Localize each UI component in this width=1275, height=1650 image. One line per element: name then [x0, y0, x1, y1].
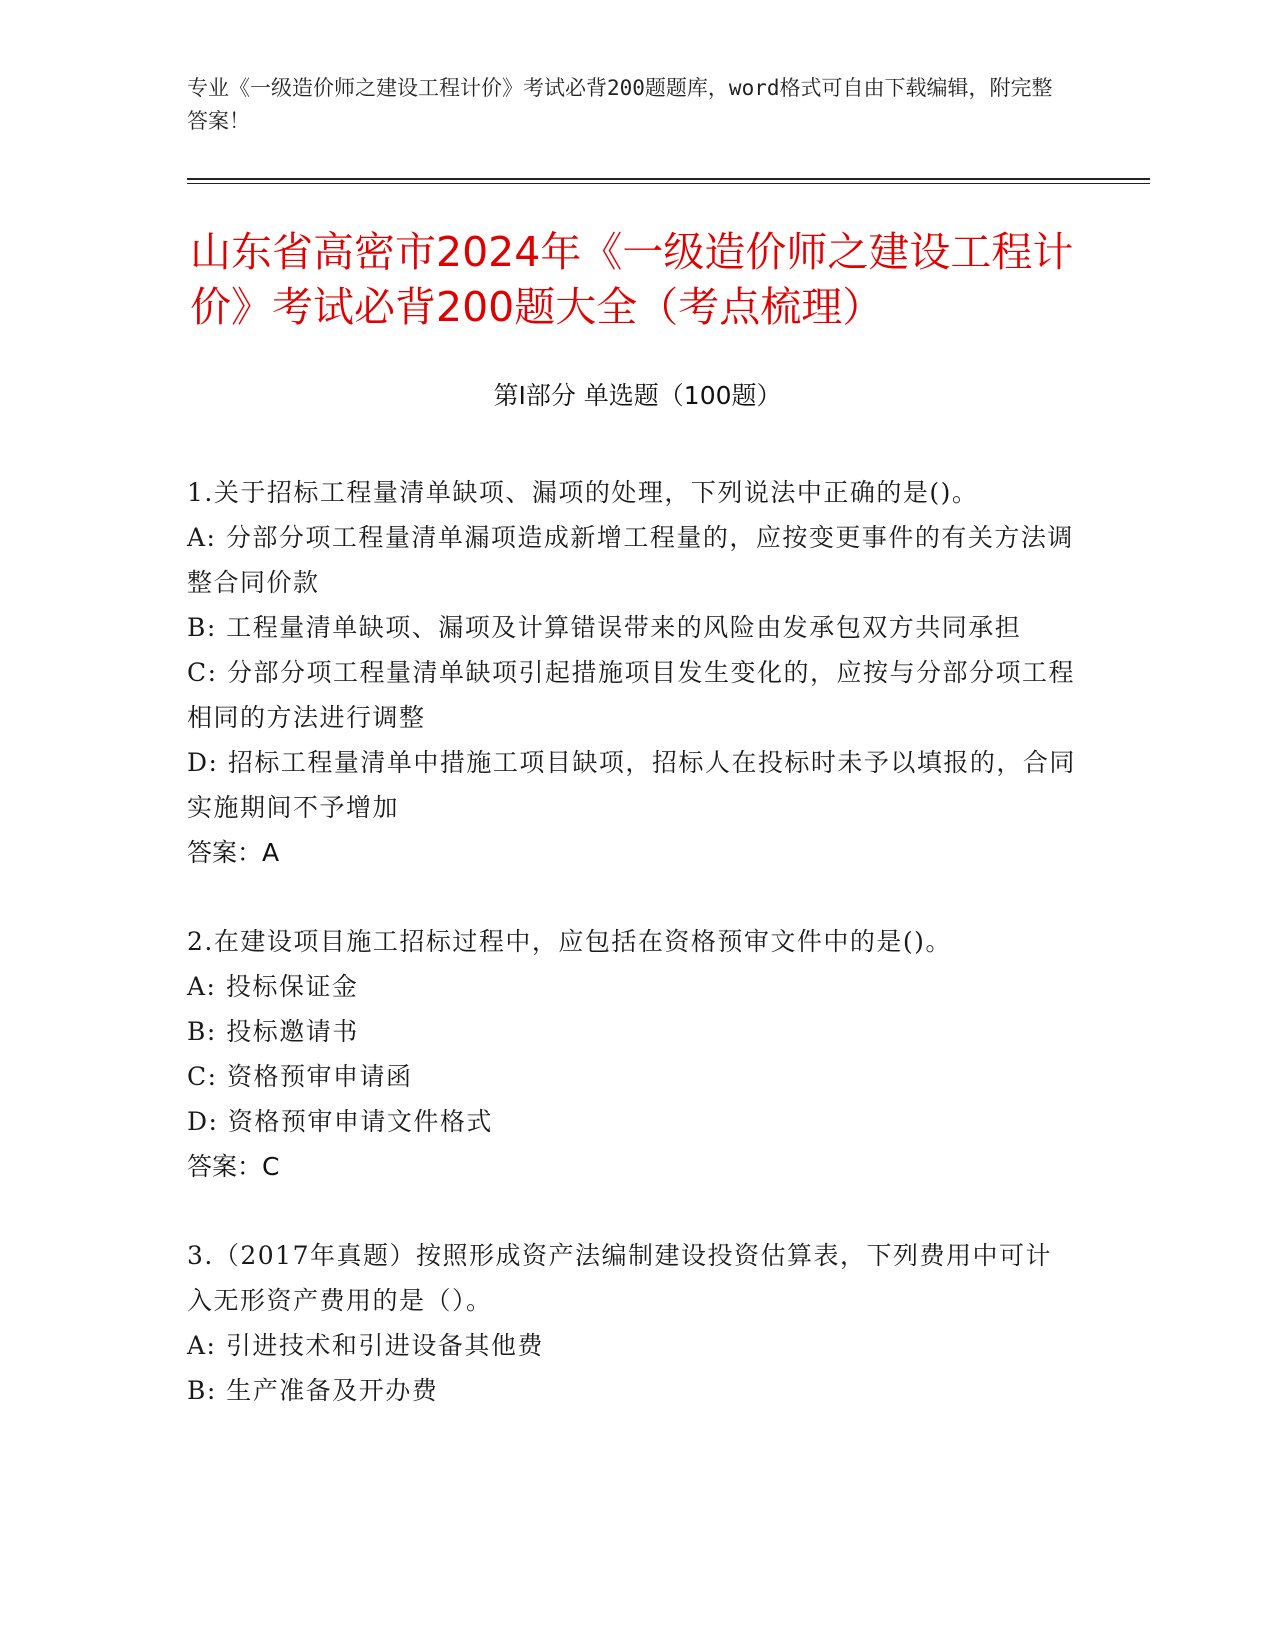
option-a: A: 投标保证金 [187, 972, 359, 1001]
option-d: D: 资格预审申请文件格式 [187, 1107, 493, 1136]
option-b: B: 生产准备及开办费 [187, 1376, 439, 1405]
header-divider-thick [187, 178, 1150, 180]
question-item [187, 1233, 1077, 1413]
question-stem: 1.关于招标工程量清单缺项、漏项的处理，下列说法中正确的是()。 [187, 478, 979, 507]
question-stem: 3.（2017年真题）按照形成资产法编制建设投资估算表，下列费用中可计入无形资产费用的是（）。 [187, 1241, 1052, 1315]
question-item [187, 919, 1077, 1189]
answer-label: 答案：A [187, 838, 280, 867]
option-c: C: 分部分项工程量清单缺项引起措施项目发生变化的，应按与分部分项工程相同的方法进行调整 [187, 658, 1076, 732]
option-a: A: 引进技术和引进设备其他费 [187, 1331, 544, 1360]
section-title: 第I部分 单选题（100题） [493, 381, 782, 410]
option-d: D: 招标工程量清单中措施工项目缺项，招标人在投标时未予以填报的，合同实施期间不予增加 [187, 748, 1076, 822]
option-b: B: 投标邀请书 [187, 1017, 359, 1046]
header-note: 专业《一级造价师之建设工程计价》考试必背200题题库，word格式可自由下载编辑，附完整答案！ [187, 76, 1053, 133]
answer-label: 答案：C [187, 1152, 280, 1181]
document-title: 山东省高密市2024年《一级造价师之建设工程计价》考试必背200题大全（考点梳理） [190, 228, 1074, 331]
question-list [187, 470, 1077, 1457]
question-item [187, 470, 1077, 875]
question-stem: 2.在建设项目施工招标过程中，应包括在资格预审文件中的是()。 [187, 927, 952, 956]
option-a: A: 分部分项工程量清单漏项造成新增工程量的，应按变更事件的有关方法调整合同价款 [187, 523, 1074, 597]
option-b: B: 工程量清单缺项、漏项及计算错误带来的风险由发承包双方共同承担 [187, 613, 1022, 642]
header-divider-thin [187, 183, 1150, 184]
option-c: C: 资格预审申请函 [187, 1062, 413, 1091]
